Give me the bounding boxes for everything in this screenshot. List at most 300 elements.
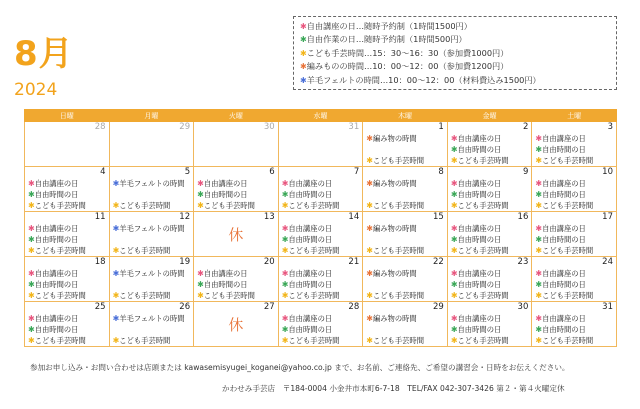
day-cell bbox=[532, 122, 617, 167]
legend-box bbox=[293, 16, 617, 90]
event-yellow bbox=[113, 291, 171, 300]
event-label: 自由講座の日 bbox=[457, 134, 502, 143]
day-number: 18 bbox=[94, 257, 106, 267]
event-pink bbox=[535, 224, 585, 233]
day-cell bbox=[25, 212, 110, 257]
star-icon: ✱ bbox=[535, 134, 543, 143]
event-label: こども手芸時間 bbox=[457, 291, 509, 300]
event-label: こども手芸時間 bbox=[542, 201, 594, 210]
day-number: 12 bbox=[179, 212, 191, 222]
day-number: 26 bbox=[179, 302, 191, 312]
event-pink bbox=[535, 134, 585, 143]
star-icon: ✱ bbox=[28, 235, 35, 244]
event-label: 自由講座の日 bbox=[288, 179, 333, 188]
legend-text: 羊毛フェルトの時間…10：00〜12：00（材料費込み1500円） bbox=[306, 74, 541, 85]
event-label: こども手芸時間 bbox=[34, 201, 86, 210]
event-label: こども手芸時間 bbox=[34, 336, 86, 345]
closed-mark: 休 bbox=[228, 316, 244, 334]
event-label: こども手芸時間 bbox=[203, 291, 255, 300]
calendar-grid bbox=[24, 109, 617, 347]
event-green bbox=[282, 325, 332, 334]
event-label: こども手芸時間 bbox=[372, 201, 425, 210]
day-cell bbox=[25, 167, 110, 212]
event-yellow bbox=[451, 201, 509, 210]
day-cell bbox=[447, 257, 532, 302]
event-green bbox=[535, 235, 585, 244]
star-icon: ✱ bbox=[281, 246, 289, 255]
star-icon: ✱ bbox=[450, 224, 458, 233]
star-icon: ✱ bbox=[28, 269, 35, 278]
legend-text: 自由講座の日…随時予約制（1時間1500円） bbox=[306, 21, 472, 31]
day-cell bbox=[109, 302, 194, 347]
star-icon: ✱ bbox=[450, 336, 458, 345]
star-icon: ✱ bbox=[28, 280, 35, 289]
event-label: 自由講座の日 bbox=[288, 224, 333, 233]
event-blue bbox=[113, 179, 185, 188]
event-pink bbox=[282, 224, 332, 233]
calendar-body bbox=[25, 122, 617, 347]
day-cell bbox=[447, 302, 532, 347]
day-cell bbox=[194, 257, 279, 302]
star-icon: ✱ bbox=[112, 269, 120, 278]
star-icon: ✱ bbox=[450, 314, 458, 323]
star-icon: ✱ bbox=[450, 145, 458, 154]
event-label: こども手芸時間 bbox=[288, 201, 340, 210]
star-icon: ✱ bbox=[197, 269, 204, 278]
day-number: 10 bbox=[602, 167, 613, 177]
weekday-header: 土曜 bbox=[532, 110, 617, 122]
day-number: 21 bbox=[348, 257, 360, 267]
day-number: 7 bbox=[353, 167, 360, 177]
event-label: こども手芸時間 bbox=[372, 246, 425, 255]
star-icon: ✱ bbox=[535, 269, 543, 278]
event-label: こども手芸時間 bbox=[288, 336, 340, 345]
contact-note: 参加お申し込み・お問い合わせは店頭または kawasemisyugei_koganei@yahoo.co.jp まで、お名前、ご連絡先、ご希望の講習会・日時をお伝えください。 bbox=[30, 363, 570, 372]
event-label: こども手芸時間 bbox=[457, 201, 509, 210]
event-pink bbox=[451, 314, 501, 323]
event-label: 自由時間の日 bbox=[34, 280, 79, 289]
star-icon: ✱ bbox=[300, 22, 307, 31]
weekday-header: 月曜 bbox=[109, 110, 194, 122]
event-pink bbox=[28, 314, 78, 323]
day-cell bbox=[363, 167, 448, 212]
day-number: 27 bbox=[263, 302, 275, 312]
event-blue bbox=[113, 224, 185, 233]
star-icon: ✱ bbox=[281, 201, 289, 210]
event-yellow bbox=[535, 156, 593, 165]
event-green bbox=[197, 280, 247, 289]
day-number: 13 bbox=[263, 212, 275, 222]
day-number: 5 bbox=[184, 167, 191, 177]
event-label: こども手芸時間 bbox=[288, 246, 340, 255]
event-label: 自由時間の日 bbox=[288, 190, 333, 199]
event-orange bbox=[366, 224, 416, 233]
day-number: 29 bbox=[179, 122, 191, 132]
star-icon: ✱ bbox=[28, 190, 35, 199]
event-label: 編み物の時間 bbox=[372, 269, 417, 278]
star-icon: ✱ bbox=[535, 201, 543, 210]
day-cell bbox=[194, 302, 279, 347]
weekday-header: 水曜 bbox=[278, 110, 363, 122]
event-label: こども手芸時間 bbox=[372, 291, 425, 300]
star-icon: ✱ bbox=[197, 190, 204, 199]
event-pink bbox=[28, 224, 78, 233]
event-yellow bbox=[366, 246, 424, 255]
event-pink bbox=[451, 224, 501, 233]
day-cell bbox=[194, 122, 279, 167]
star-icon: ✱ bbox=[281, 314, 289, 323]
event-label: 自由時間の日 bbox=[542, 280, 586, 289]
day-number: 30 bbox=[263, 122, 275, 132]
star-icon: ✱ bbox=[366, 269, 373, 278]
event-orange bbox=[366, 269, 416, 278]
event-pink bbox=[197, 269, 247, 278]
day-number: 16 bbox=[517, 212, 529, 222]
star-icon: ✱ bbox=[535, 336, 543, 345]
event-green bbox=[535, 145, 585, 154]
star-icon: ✱ bbox=[535, 179, 543, 188]
event-pink bbox=[451, 134, 501, 143]
event-pink bbox=[535, 179, 585, 188]
event-label: 自由時間の日 bbox=[288, 325, 333, 334]
event-label: 自由講座の日 bbox=[457, 269, 502, 278]
weekday-header: 日曜 bbox=[25, 110, 110, 122]
event-label: こども手芸時間 bbox=[372, 156, 425, 165]
event-green bbox=[451, 145, 501, 154]
event-pink bbox=[451, 179, 501, 188]
star-icon: ✱ bbox=[535, 314, 543, 323]
day-cell bbox=[25, 257, 110, 302]
star-icon: ✱ bbox=[28, 291, 35, 300]
event-yellow bbox=[366, 156, 424, 165]
event-label: 自由講座の日 bbox=[542, 134, 586, 143]
event-label: 羊毛フェルトの時間 bbox=[119, 224, 185, 233]
day-cell bbox=[447, 122, 532, 167]
event-green bbox=[282, 280, 332, 289]
day-number: 2 bbox=[522, 122, 529, 132]
day-number: 25 bbox=[94, 302, 106, 312]
event-yellow bbox=[282, 201, 340, 210]
weekday-header: 木曜 bbox=[363, 110, 448, 122]
event-yellow bbox=[28, 201, 86, 210]
event-yellow bbox=[451, 336, 509, 345]
star-icon: ✱ bbox=[450, 190, 458, 199]
event-label: 自由時間の日 bbox=[34, 325, 79, 334]
star-icon: ✱ bbox=[197, 280, 204, 289]
star-icon: ✱ bbox=[112, 336, 120, 345]
event-label: 自由時間の日 bbox=[203, 190, 248, 199]
event-label: こども手芸時間 bbox=[457, 246, 509, 255]
day-cell bbox=[25, 122, 110, 167]
star-icon: ✱ bbox=[300, 35, 307, 45]
event-label: 自由講座の日 bbox=[542, 179, 586, 188]
day-cell bbox=[532, 257, 617, 302]
event-green bbox=[28, 280, 78, 289]
day-cell bbox=[278, 212, 363, 257]
day-cell bbox=[447, 212, 532, 257]
event-pink bbox=[451, 269, 501, 278]
event-label: 自由時間の日 bbox=[203, 280, 248, 289]
star-icon: ✱ bbox=[450, 201, 458, 210]
day-number: 28 bbox=[94, 122, 106, 132]
day-number: 1 bbox=[438, 122, 444, 132]
star-icon: ✱ bbox=[281, 280, 289, 289]
week-row bbox=[25, 167, 617, 212]
day-cell bbox=[194, 167, 279, 212]
event-yellow bbox=[451, 291, 509, 300]
event-green bbox=[28, 235, 78, 244]
week-row bbox=[25, 257, 617, 302]
week-row bbox=[25, 212, 617, 257]
star-icon: ✱ bbox=[112, 201, 120, 210]
star-icon: ✱ bbox=[197, 179, 204, 188]
star-icon: ✱ bbox=[112, 246, 120, 255]
event-label: こども手芸時間 bbox=[542, 246, 594, 255]
event-label: 自由講座の日 bbox=[288, 269, 333, 278]
event-label: こども手芸時間 bbox=[542, 156, 594, 165]
star-icon: ✱ bbox=[366, 291, 373, 300]
star-icon: ✱ bbox=[366, 336, 373, 345]
star-icon: ✱ bbox=[535, 291, 543, 300]
event-label: こども手芸時間 bbox=[203, 201, 255, 210]
star-icon: ✱ bbox=[197, 291, 204, 300]
star-icon: ✱ bbox=[197, 201, 204, 210]
event-orange bbox=[366, 314, 416, 323]
event-label: 自由時間の日 bbox=[288, 280, 333, 289]
event-label: 自由講座の日 bbox=[34, 179, 79, 188]
event-green bbox=[282, 190, 332, 199]
day-cell bbox=[532, 212, 617, 257]
day-number: 22 bbox=[432, 257, 444, 267]
legend-item-green bbox=[300, 33, 610, 46]
event-label: 自由時間の日 bbox=[457, 145, 502, 154]
closed-mark: 休 bbox=[228, 226, 244, 244]
star-icon: ✱ bbox=[535, 246, 543, 255]
event-green bbox=[535, 325, 585, 334]
weekday-header: 金曜 bbox=[447, 110, 532, 122]
event-yellow bbox=[28, 336, 86, 345]
legend-item-orange bbox=[300, 60, 610, 73]
year-label: 2024 bbox=[14, 80, 58, 100]
star-icon: ✱ bbox=[450, 280, 458, 289]
event-label: 羊毛フェルトの時間 bbox=[119, 179, 185, 188]
star-icon: ✱ bbox=[300, 48, 307, 58]
event-label: 編み物の時間 bbox=[372, 134, 417, 143]
event-yellow bbox=[366, 291, 424, 300]
weekday-header-row bbox=[25, 110, 617, 122]
star-icon: ✱ bbox=[112, 179, 120, 188]
event-yellow bbox=[28, 291, 86, 300]
day-cell bbox=[109, 257, 194, 302]
day-cell bbox=[278, 122, 363, 167]
day-cell bbox=[109, 212, 194, 257]
event-yellow bbox=[451, 246, 509, 255]
event-pink bbox=[282, 179, 332, 188]
event-green bbox=[451, 235, 501, 244]
event-yellow bbox=[535, 336, 593, 345]
week-row bbox=[25, 302, 617, 347]
event-yellow bbox=[366, 201, 424, 210]
event-label: 自由時間の日 bbox=[542, 145, 586, 154]
event-orange bbox=[366, 179, 416, 188]
event-green bbox=[451, 190, 501, 199]
star-icon: ✱ bbox=[28, 246, 35, 255]
legend-text: こども手芸時間…15：30〜16：30（参加費1000円） bbox=[306, 47, 509, 58]
event-label: 自由時間の日 bbox=[542, 190, 586, 199]
day-cell bbox=[447, 167, 532, 212]
event-yellow bbox=[535, 201, 593, 210]
legend-item-pink bbox=[300, 20, 610, 33]
day-number: 30 bbox=[517, 302, 529, 312]
event-label: 自由講座の日 bbox=[34, 269, 79, 278]
star-icon: ✱ bbox=[28, 325, 35, 334]
day-number: 9 bbox=[522, 167, 529, 177]
star-icon: ✱ bbox=[281, 224, 289, 233]
event-green bbox=[451, 325, 501, 334]
star-icon: ✱ bbox=[28, 179, 35, 188]
star-icon: ✱ bbox=[535, 280, 543, 289]
star-icon: ✱ bbox=[281, 291, 289, 300]
star-icon: ✱ bbox=[450, 235, 458, 244]
star-icon: ✱ bbox=[535, 325, 543, 334]
legend-item-yellow bbox=[300, 47, 610, 60]
star-icon: ✱ bbox=[450, 179, 458, 188]
event-label: こども手芸時間 bbox=[34, 246, 86, 255]
day-cell bbox=[363, 302, 448, 347]
event-yellow bbox=[535, 246, 593, 255]
event-blue bbox=[113, 314, 185, 323]
day-number: 4 bbox=[100, 167, 106, 177]
event-yellow bbox=[197, 201, 255, 210]
star-icon: ✱ bbox=[450, 269, 458, 278]
event-green bbox=[28, 325, 78, 334]
star-icon: ✱ bbox=[28, 314, 35, 323]
event-pink bbox=[197, 179, 247, 188]
event-label: こども手芸時間 bbox=[119, 291, 171, 300]
event-pink bbox=[535, 314, 585, 323]
day-cell bbox=[194, 212, 279, 257]
day-number: 23 bbox=[517, 257, 529, 267]
day-number: 6 bbox=[269, 167, 275, 177]
event-label: こども手芸時間 bbox=[119, 336, 171, 345]
event-label: 自由講座の日 bbox=[203, 269, 248, 278]
event-pink bbox=[535, 269, 585, 278]
event-yellow bbox=[535, 291, 593, 300]
day-cell bbox=[532, 167, 617, 212]
event-label: 自由時間の日 bbox=[542, 325, 586, 334]
event-label: 編み物の時間 bbox=[372, 314, 417, 323]
star-icon: ✱ bbox=[366, 224, 373, 233]
event-label: 自由時間の日 bbox=[34, 235, 79, 244]
event-green bbox=[451, 280, 501, 289]
day-cell bbox=[278, 257, 363, 302]
legend-text: 編みものの時間…10：00〜12：00（参加費1200円） bbox=[306, 61, 509, 72]
event-yellow bbox=[282, 246, 340, 255]
event-pink bbox=[282, 314, 332, 323]
event-label: 自由講座の日 bbox=[542, 224, 586, 233]
star-icon: ✱ bbox=[281, 325, 289, 334]
star-icon: ✱ bbox=[281, 269, 289, 278]
star-icon: ✱ bbox=[366, 134, 373, 143]
day-number: 28 bbox=[348, 302, 360, 312]
day-number: 11 bbox=[94, 212, 106, 222]
event-green bbox=[282, 235, 332, 244]
event-green bbox=[535, 190, 585, 199]
event-label: こども手芸時間 bbox=[457, 336, 509, 345]
event-green bbox=[28, 190, 78, 199]
event-yellow bbox=[197, 291, 255, 300]
event-orange bbox=[366, 134, 416, 143]
event-label: 羊毛フェルトの時間 bbox=[119, 314, 185, 323]
day-cell bbox=[532, 302, 617, 347]
shop-info: かわせみ手芸店 〒184-0004 小金井市本町6-7-18 TEL/FAX 042-307-3426 第２・第４火曜定休 bbox=[222, 384, 565, 393]
event-yellow bbox=[113, 246, 171, 255]
event-label: 自由時間の日 bbox=[288, 235, 333, 244]
star-icon: ✱ bbox=[300, 62, 307, 72]
legend-item-blue bbox=[300, 74, 610, 87]
day-number: 24 bbox=[602, 257, 613, 267]
event-yellow bbox=[282, 336, 340, 345]
day-cell bbox=[363, 212, 448, 257]
day-cell bbox=[25, 302, 110, 347]
day-number: 15 bbox=[432, 212, 444, 222]
event-label: こども手芸時間 bbox=[34, 291, 86, 300]
day-cell bbox=[109, 167, 194, 212]
day-number: 31 bbox=[348, 122, 360, 132]
week-row bbox=[25, 122, 617, 167]
event-label: 自由講座の日 bbox=[457, 314, 502, 323]
event-label: 自由時間の日 bbox=[457, 280, 502, 289]
event-pink bbox=[28, 179, 78, 188]
event-label: こども手芸時間 bbox=[372, 336, 425, 345]
event-label: 自由時間の日 bbox=[457, 325, 502, 334]
event-label: 自由講座の日 bbox=[34, 314, 79, 323]
star-icon: ✱ bbox=[366, 179, 373, 188]
event-label: 自由講座の日 bbox=[542, 314, 586, 323]
event-pink bbox=[282, 269, 332, 278]
star-icon: ✱ bbox=[535, 190, 543, 199]
day-cell bbox=[363, 257, 448, 302]
day-number: 17 bbox=[602, 212, 613, 222]
star-icon: ✱ bbox=[535, 156, 543, 165]
event-label: 自由時間の日 bbox=[457, 235, 502, 244]
month-title: 8月 bbox=[14, 34, 74, 74]
event-label: こども手芸時間 bbox=[542, 291, 594, 300]
day-number: 31 bbox=[602, 302, 613, 312]
day-number: 29 bbox=[432, 302, 444, 312]
star-icon: ✱ bbox=[535, 145, 543, 154]
event-yellow bbox=[366, 336, 424, 345]
day-number: 3 bbox=[607, 122, 613, 132]
event-label: こども手芸時間 bbox=[542, 336, 594, 345]
event-yellow bbox=[282, 291, 340, 300]
event-label: 自由講座の日 bbox=[457, 179, 502, 188]
star-icon: ✱ bbox=[366, 156, 373, 165]
event-yellow bbox=[451, 156, 509, 165]
star-icon: ✱ bbox=[450, 246, 458, 255]
legend-text: 自由作業の日…随時予約制（1時間500円） bbox=[306, 34, 467, 45]
star-icon: ✱ bbox=[366, 201, 373, 210]
day-number: 20 bbox=[263, 257, 275, 267]
event-label: 自由講座の日 bbox=[457, 224, 502, 233]
event-blue bbox=[113, 269, 185, 278]
star-icon: ✱ bbox=[28, 336, 35, 345]
event-green bbox=[197, 190, 247, 199]
star-icon: ✱ bbox=[450, 325, 458, 334]
star-icon: ✱ bbox=[535, 235, 543, 244]
event-label: 編み物の時間 bbox=[372, 179, 417, 188]
event-label: こども手芸時間 bbox=[119, 201, 171, 210]
